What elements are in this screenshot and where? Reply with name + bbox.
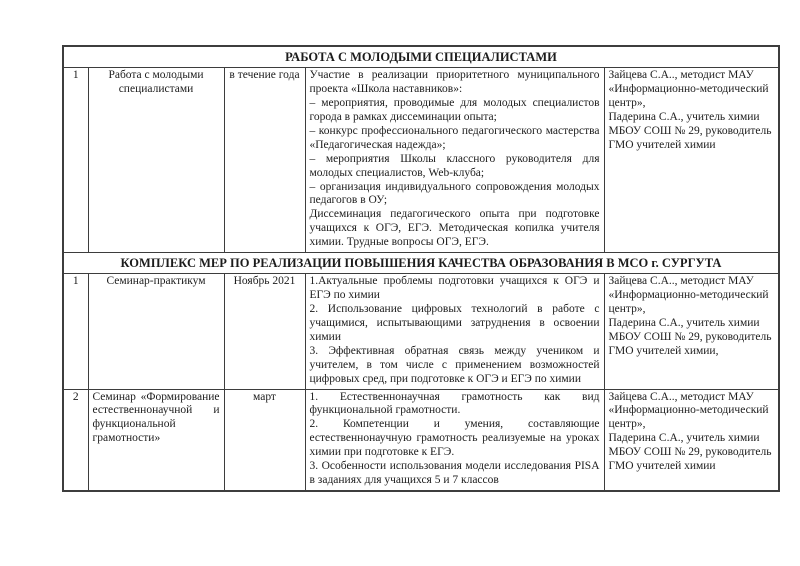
responsible-paragraph: Падерина С.А., учитель химии МБОУ СОШ № 29, руководитель ГМО учителей химии xyxy=(608,110,772,151)
work-plan-table xyxy=(62,45,780,492)
content-paragraph: 2. Использование цифровых технологий в работе с учащимися, испытывающими затруднения в освоении химии xyxy=(309,303,600,343)
table-row xyxy=(63,389,779,491)
section-title: РАБОТА С МОЛОДЫМИ СПЕЦИАЛИСТАМИ xyxy=(63,46,779,68)
date-cell: в течение года xyxy=(224,68,305,253)
event-name-cell: Семинар «Формирование естественнонаучной и функциональной грамотности» xyxy=(88,389,224,491)
row-number-cell: 1 xyxy=(63,68,88,253)
content-paragraph: – мероприятия Школы классного руководителя для молодых специалистов, Web-клуба; xyxy=(309,152,600,179)
content-paragraph: 3. Особенности использования модели исследования PISA в заданиях для учащихся 5 и 7 классов xyxy=(309,460,600,486)
responsible-cell xyxy=(604,389,779,491)
section-header-row xyxy=(63,253,779,274)
responsible-paragraph: Падерина С.А., учитель химии МБОУ СОШ № 29, руководитель ГМО учителей химии xyxy=(608,432,772,473)
row-number-cell: 1 xyxy=(63,274,88,389)
table-row xyxy=(63,68,779,253)
content-paragraph: Диссеминация педагогического опыта при подготовке учащихся к ОГЭ, ЕГЭ. Методическая копилка учителя химии. Трудные вопросы ОГЭ, ЕГЭ. xyxy=(309,208,600,249)
responsible-paragraph: Зайцева С.А.., методист МАУ «Информационно-методический центр», xyxy=(608,275,769,316)
date-cell: Ноябрь 2021 xyxy=(224,274,305,389)
table-row xyxy=(63,274,779,389)
responsible-paragraph: Зайцева С.А.., методист МАУ «Информационно-методический центр», xyxy=(608,390,769,431)
content-paragraph: – организация индивидуального сопровождения молодых педагогов в ОУ; xyxy=(309,180,600,207)
responsible-paragraph: Падерина С.А., учитель химии МБОУ СОШ № 29, руководитель ГМО учителей химии, xyxy=(608,317,772,357)
content-paragraph: – мероприятия, проводимые для молодых специалистов города в рамках диссеминации опыта; xyxy=(309,97,600,123)
date-cell: март xyxy=(224,389,305,491)
responsible-cell xyxy=(604,274,779,389)
content-paragraph: Участие в реализации приоритетного муниципального проекта «Школа наставников»: xyxy=(309,69,600,96)
row-number-cell: 2 xyxy=(63,389,88,491)
event-name-cell: Работа с молодыми специалистами xyxy=(88,68,224,253)
content-cell xyxy=(305,68,604,253)
content-paragraph: 1.Актуальные проблемы подготовки учащихся к ОГЭ и ЕГЭ по химии xyxy=(309,275,600,302)
responsible-cell xyxy=(604,68,779,253)
content-paragraph: 3. Эффективная обратная связь между учеником и учителем, в том числе с применением возможностей цифровых сред, при подготовке к ОГЭ и ЕГЭ по химии xyxy=(309,344,600,385)
section-title: КОМПЛЕКС МЕР ПО РЕАЛИЗАЦИИ ПОВЫШЕНИЯ КАЧЕСТВА ОБРАЗОВАНИЯ В МСО г. СУРГУТА xyxy=(63,253,779,274)
event-name-cell: Семинар-практикум xyxy=(88,274,224,389)
content-paragraph: – конкурс профессионального педагогического мастерства «Педагогическая надежда»; xyxy=(309,124,600,151)
content-paragraph: 2. Компетенции и умения, составляющие естественнонаучную грамотность реализуемые на уроках химии при подготовке к ЕГЭ. xyxy=(309,418,600,459)
content-paragraph: 1. Естественнонаучная грамотность как вид функциональной грамотности. xyxy=(309,390,600,417)
content-cell xyxy=(305,389,604,491)
content-cell xyxy=(305,274,604,389)
section-header-row xyxy=(63,46,779,68)
responsible-paragraph: Зайцева С.А.., методист МАУ «Информационно-методический центр», xyxy=(608,69,769,110)
